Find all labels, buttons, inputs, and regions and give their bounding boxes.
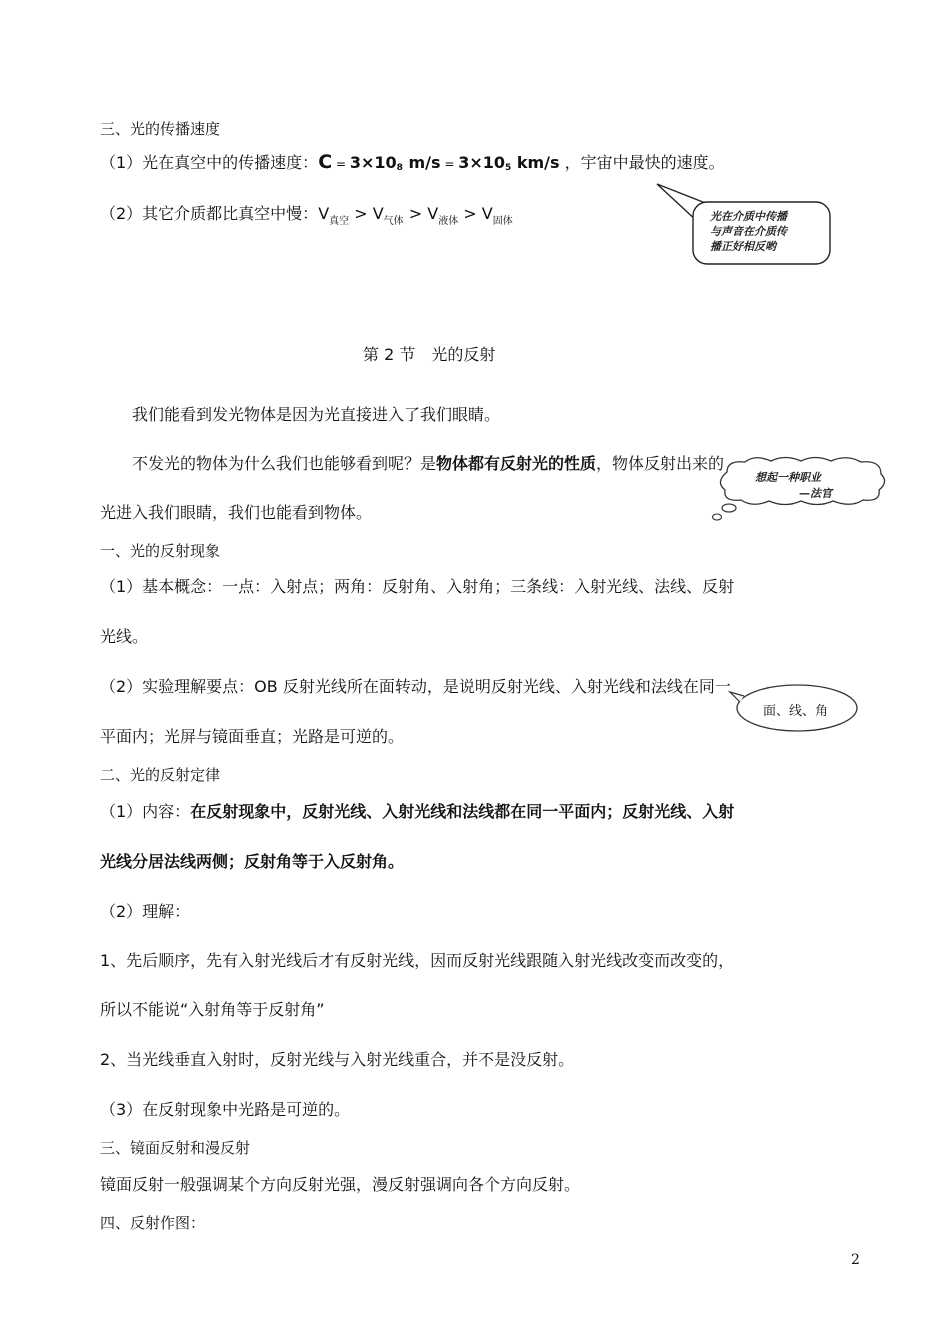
intro-paragraph-1: 我们能看到发光物体是因为光直接进入了我们眼睛。 xyxy=(132,405,501,424)
speed-value-kms: 3×105 km/s xyxy=(458,153,560,173)
law-line-2: （2）理解： xyxy=(100,902,191,921)
speed-line-2: （2）其它介质都比真空中慢：$V_{真空} > V_{气体} > V_{液体} > V_{固体}$ xyxy=(100,204,513,227)
law-line-3: 1、先后顺序，先有入射光线后才有反射光线，因而反射光线跟随入射光线改变而改变的， xyxy=(100,951,735,970)
law-heading: 二、光的反射定律 xyxy=(100,766,221,784)
symbol-c: C xyxy=(318,151,333,173)
intro-paragraph-2: 不发光的物体为什么我们也能够看到呢？是物体都有反射光的性质，物体反射出来的 xyxy=(132,454,725,473)
intro-paragraph-2-cont: 光进入我们眼睛，我们也能看到物体。 xyxy=(100,503,373,522)
law-line-3-cont: 所以不能说“入射角等于反射角” xyxy=(100,1000,325,1019)
law-line-5: （3）在反射现象中光路是可逆的。 xyxy=(100,1100,351,1119)
drawing-heading: 四、反射作图： xyxy=(100,1214,206,1232)
speed-heading: 三、光的传播速度 xyxy=(100,120,221,138)
speech-bubble-2-text: 面、线、角 xyxy=(763,704,829,719)
mirror-line-1: 镜面反射一般强调某个方向反射光强，漫反射强调向各个方向反射。 xyxy=(100,1175,581,1194)
page-number: 2 xyxy=(851,1252,860,1268)
mirror-heading: 三、镜面反射和漫反射 xyxy=(100,1139,251,1157)
law-line-1-cont: 光线分居法线两侧；反射角等于入反射角。 xyxy=(100,852,405,871)
phenomenon-line-2-cont: 平面内；光屏与镜面垂直；光路是可逆的。 xyxy=(100,727,405,746)
speed-value-ms: 3×108 m/s xyxy=(349,153,441,173)
speed-line-1: （1）光在真空中的传播速度：C = 3×108 m/s = 3×105 km/s ，宇宙中最快的速度。 xyxy=(100,151,725,173)
thought-bubble xyxy=(705,456,890,524)
phenomenon-line-2: （2）实验理解要点：OB 反射光线所在面转动，是说明反射光线、入射光线和法线在同一 xyxy=(100,677,731,696)
section-title: 第 2 节 光的反射 xyxy=(363,345,496,364)
thought-bubble-line-2: —法官 xyxy=(799,487,832,500)
phenomenon-heading: 一、光的反射现象 xyxy=(100,542,221,560)
law-line-4: 2、当光线垂直入射时，反射光线与入射光线重合，并不是没反射。 xyxy=(100,1050,575,1069)
speech-bubble-1-text: 光在介质中传播 与声音在介质传 播正好相反哟 xyxy=(710,210,787,253)
phenomenon-line-1: （1）基本概念：一点：入射点；两角：反射角、入射角；三条线：入射光线、法线、反射 xyxy=(100,577,735,596)
law-line-1: （1）内容：在反射现象中，反射光线、入射光线和法线都在同一平面内；反射光线、入射 xyxy=(100,802,735,821)
thought-bubble-line-1: 想起一种职业 xyxy=(755,471,821,484)
phenomenon-line-1-cont: 光线。 xyxy=(100,627,149,646)
